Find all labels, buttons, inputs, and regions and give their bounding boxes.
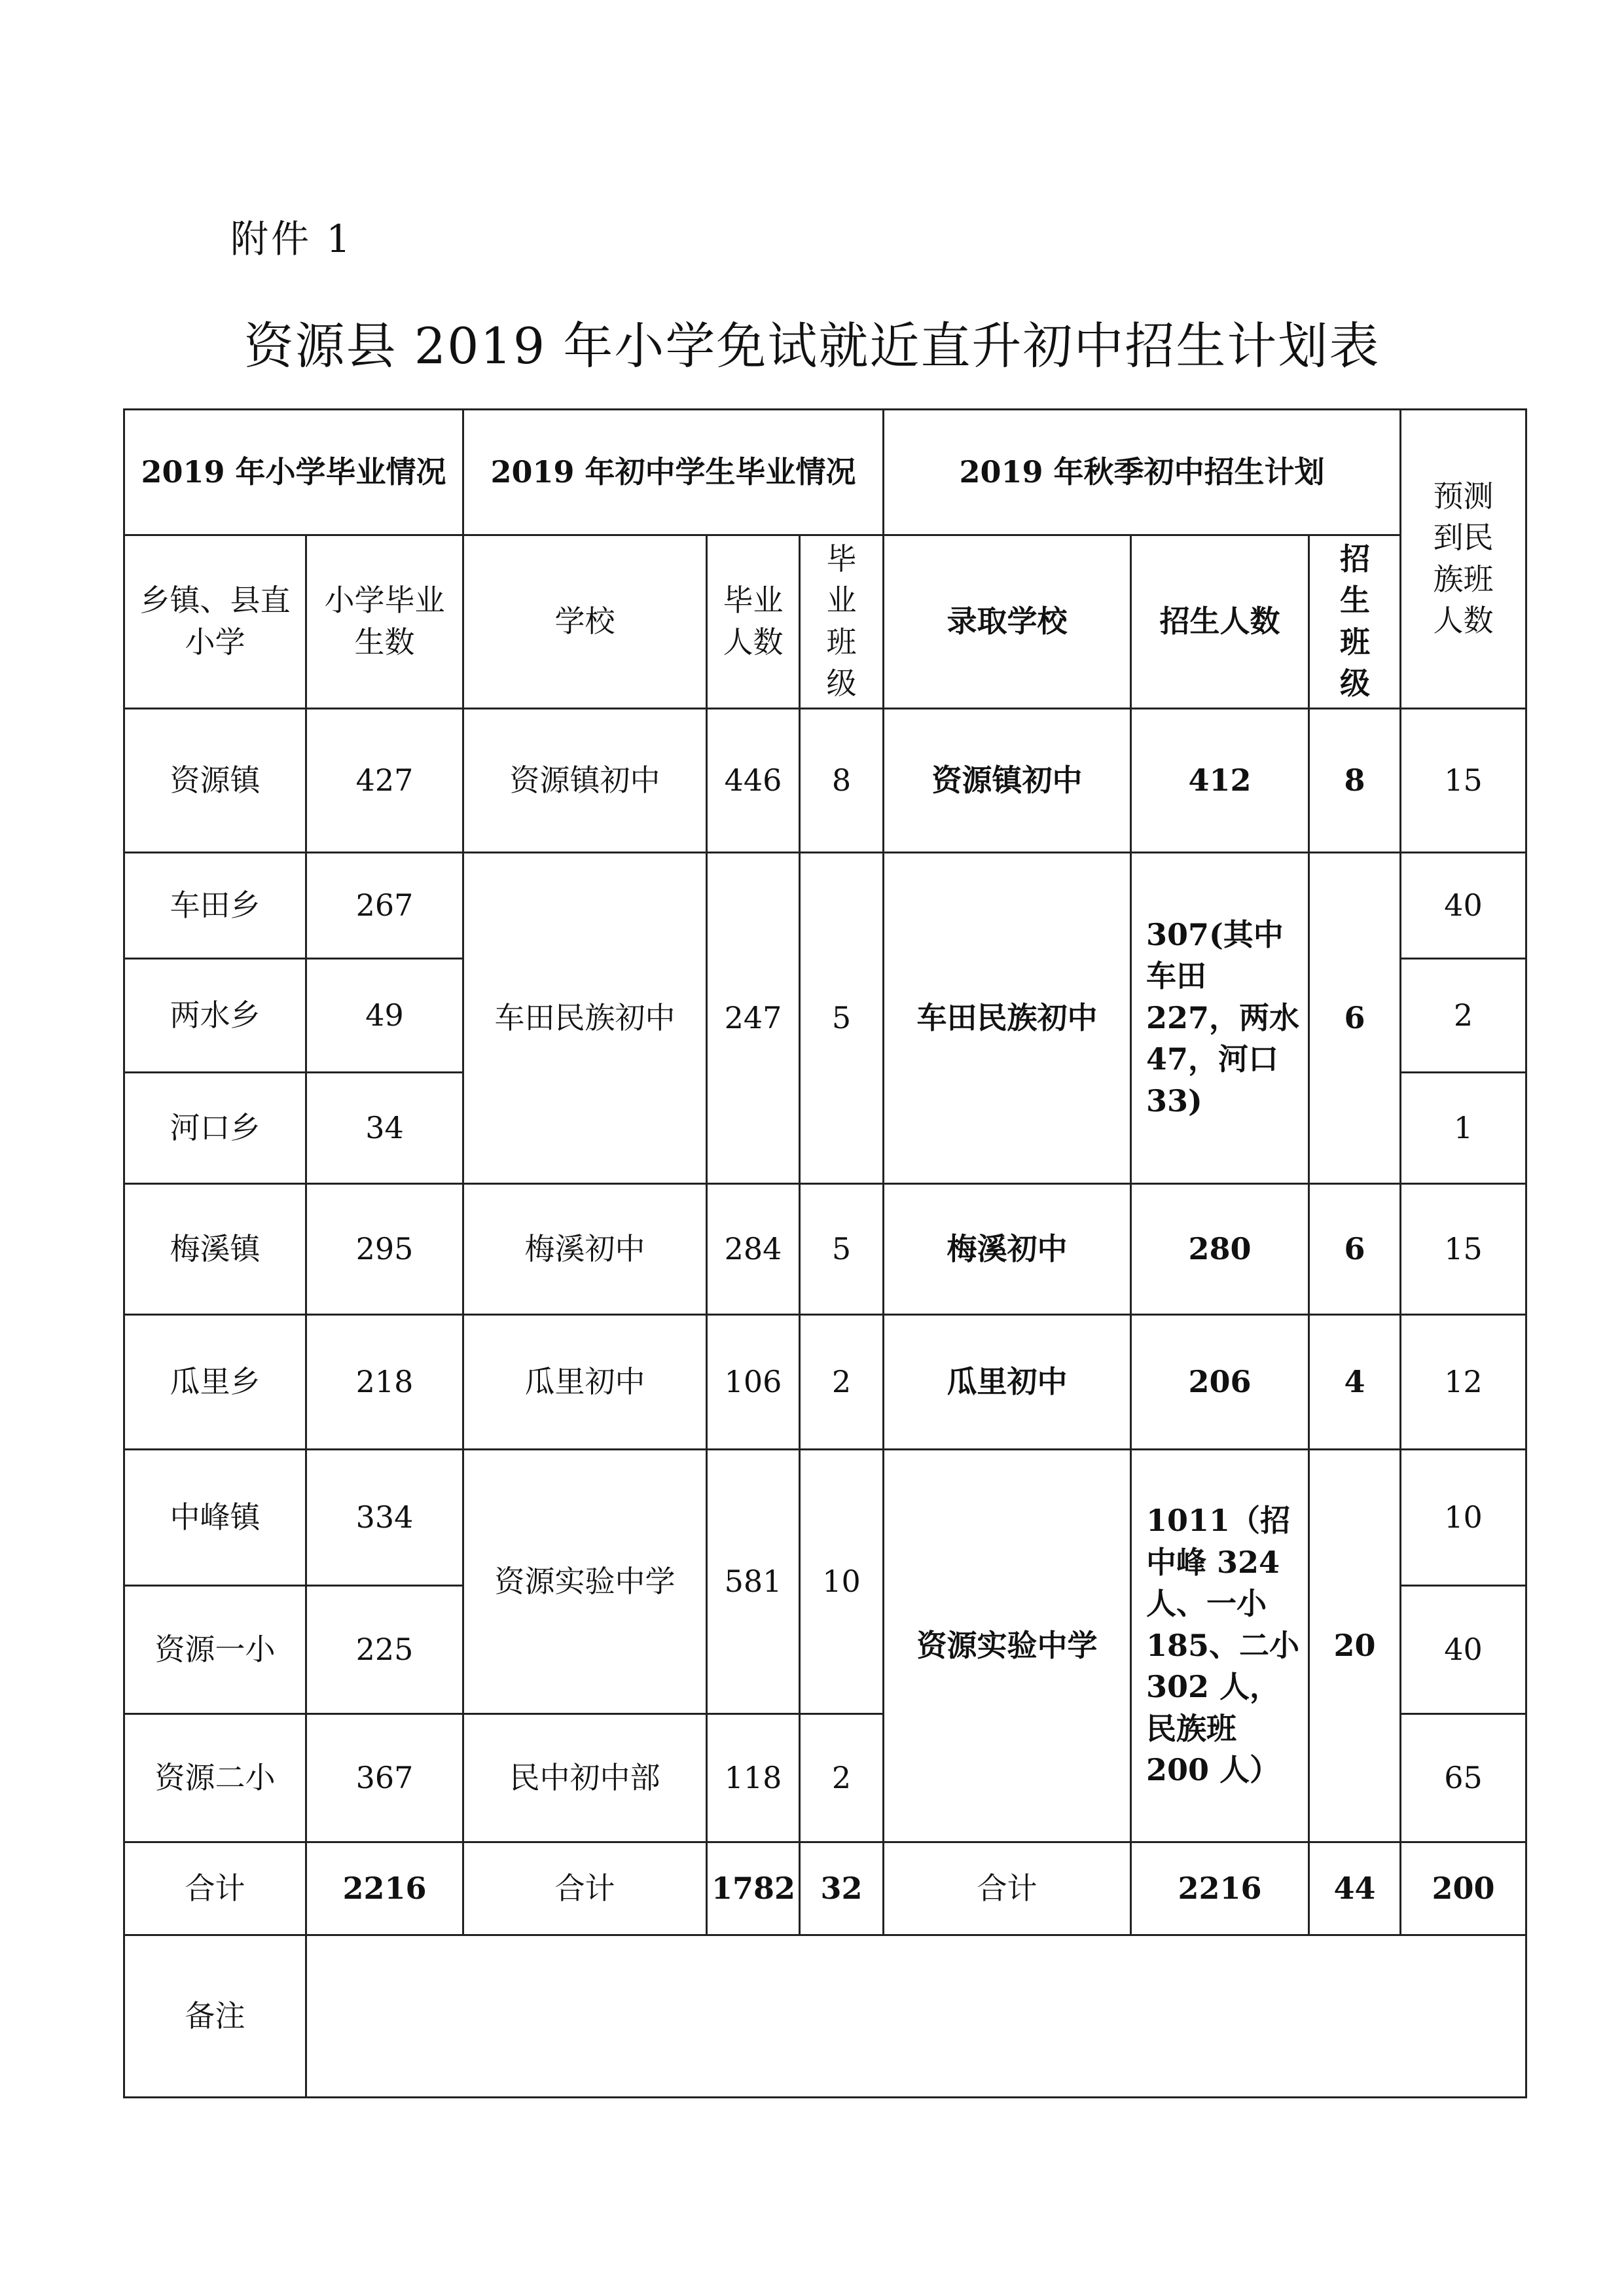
cell-admit-school: 资源实验中学 (884, 1449, 1131, 1842)
cell-grad-classes: 2 (800, 1713, 884, 1842)
total-label: 合计 (124, 1842, 306, 1935)
totals-row (124, 1842, 1526, 1935)
cell-town: 两水乡 (124, 958, 306, 1072)
cell-town: 中峰镇 (124, 1449, 306, 1585)
cell-admit: 412 (1131, 708, 1309, 852)
header-primary-graduates: 小学毕业生数 (306, 535, 463, 709)
cell-admit: 206 (1131, 1314, 1309, 1449)
cell-admit-classes: 20 (1309, 1449, 1401, 1842)
header-autumn-plan: 2019 年秋季初中招生计划 (884, 410, 1401, 535)
cell-admit-school: 梅溪初中 (884, 1183, 1131, 1314)
remarks-content (306, 1935, 1526, 2097)
cell-primary: 367 (306, 1713, 463, 1842)
header-forecast: 预测到民族班人数 (1401, 410, 1526, 709)
cell-primary: 427 (306, 708, 463, 852)
total-label: 合计 (463, 1842, 707, 1935)
cell-school: 民中初中部 (463, 1713, 707, 1842)
cell-admit-classes: 8 (1309, 708, 1401, 852)
cell-school: 资源镇初中 (463, 708, 707, 852)
cell-grad: 118 (707, 1713, 800, 1842)
cell-grad-classes: 8 (800, 708, 884, 852)
cell-admit-classes: 6 (1309, 1183, 1401, 1314)
cell-town: 资源二小 (124, 1713, 306, 1842)
header-admit-classes: 招生班级 (1309, 535, 1401, 709)
cell-primary: 334 (306, 1449, 463, 1585)
header-junior-graduation: 2019 年初中学生毕业情况 (463, 410, 884, 535)
table-row (124, 1314, 1526, 1449)
cell-grad-classes: 10 (800, 1449, 884, 1713)
table-row (124, 852, 1526, 958)
cell-grad: 446 (707, 708, 800, 852)
document-title: 资源县 2019 年小学免试就近直升初中招生计划表 (244, 317, 1380, 375)
cell-town: 梅溪镇 (124, 1183, 306, 1314)
cell-primary: 295 (306, 1183, 463, 1314)
header-grad-classes: 毕业班级 (800, 535, 884, 709)
table-row (124, 708, 1526, 852)
cell-forecast: 40 (1401, 852, 1526, 958)
cell-school: 瓜里初中 (463, 1314, 707, 1449)
total-primary: 2216 (306, 1842, 463, 1935)
cell-forecast: 15 (1401, 708, 1526, 852)
cell-grad: 581 (707, 1449, 800, 1713)
table-row (124, 1449, 1526, 1585)
header-town: 乡镇、县直小学 (124, 535, 306, 709)
cell-admit-school: 资源镇初中 (884, 708, 1131, 852)
cell-forecast: 15 (1401, 1183, 1526, 1314)
header-admit-school: 录取学校 (884, 535, 1131, 709)
total-grad: 1782 (707, 1842, 800, 1935)
cell-grad-classes: 2 (800, 1314, 884, 1449)
cell-grad: 106 (707, 1314, 800, 1449)
cell-primary: 225 (306, 1585, 463, 1713)
cell-admit-school: 瓜里初中 (884, 1314, 1131, 1449)
attachment-label: 附件 1 (230, 217, 353, 261)
cell-town: 资源镇 (124, 708, 306, 852)
cell-town: 车田乡 (124, 852, 306, 958)
cell-admit-classes: 6 (1309, 852, 1401, 1183)
header-school: 学校 (463, 535, 707, 709)
total-grad-classes: 32 (800, 1842, 884, 1935)
table-row (124, 1183, 1526, 1314)
total-forecast: 200 (1401, 1842, 1526, 1935)
cell-grad: 284 (707, 1183, 800, 1314)
header-admit-count: 招生人数 (1131, 535, 1309, 709)
remarks-label: 备注 (124, 1935, 306, 2097)
cell-admit: 1011（招中峰 324 人、一小 185、二小 302 人，民族班 200 人） (1131, 1449, 1309, 1842)
cell-admit-school: 车田民族初中 (884, 852, 1131, 1183)
cell-primary: 267 (306, 852, 463, 958)
cell-town: 资源一小 (124, 1585, 306, 1713)
cell-primary: 49 (306, 958, 463, 1072)
cell-school: 车田民族初中 (463, 852, 707, 1183)
enrollment-plan-table (123, 408, 1527, 2098)
cell-school: 资源实验中学 (463, 1449, 707, 1713)
cell-forecast: 12 (1401, 1314, 1526, 1449)
remarks-row (124, 1935, 1526, 2097)
cell-grad-classes: 5 (800, 1183, 884, 1314)
cell-forecast: 65 (1401, 1713, 1526, 1842)
header-grad-count: 毕业人数 (707, 535, 800, 709)
cell-forecast: 2 (1401, 958, 1526, 1072)
cell-town: 瓜里乡 (124, 1314, 306, 1449)
total-admit: 2216 (1131, 1842, 1309, 1935)
cell-forecast: 40 (1401, 1585, 1526, 1713)
cell-forecast: 1 (1401, 1072, 1526, 1183)
cell-primary: 218 (306, 1314, 463, 1449)
cell-admit: 280 (1131, 1183, 1309, 1314)
cell-admit: 307(其中车田 227，两水 47，河口 33) (1131, 852, 1309, 1183)
cell-school: 梅溪初中 (463, 1183, 707, 1314)
total-label: 合计 (884, 1842, 1131, 1935)
header-primary-graduation: 2019 年小学毕业情况 (124, 410, 463, 535)
cell-admit-classes: 4 (1309, 1314, 1401, 1449)
cell-town: 河口乡 (124, 1072, 306, 1183)
cell-forecast: 10 (1401, 1449, 1526, 1585)
total-admit-classes: 44 (1309, 1842, 1401, 1935)
cell-primary: 34 (306, 1072, 463, 1183)
cell-grad-classes: 5 (800, 852, 884, 1183)
cell-grad: 247 (707, 852, 800, 1183)
